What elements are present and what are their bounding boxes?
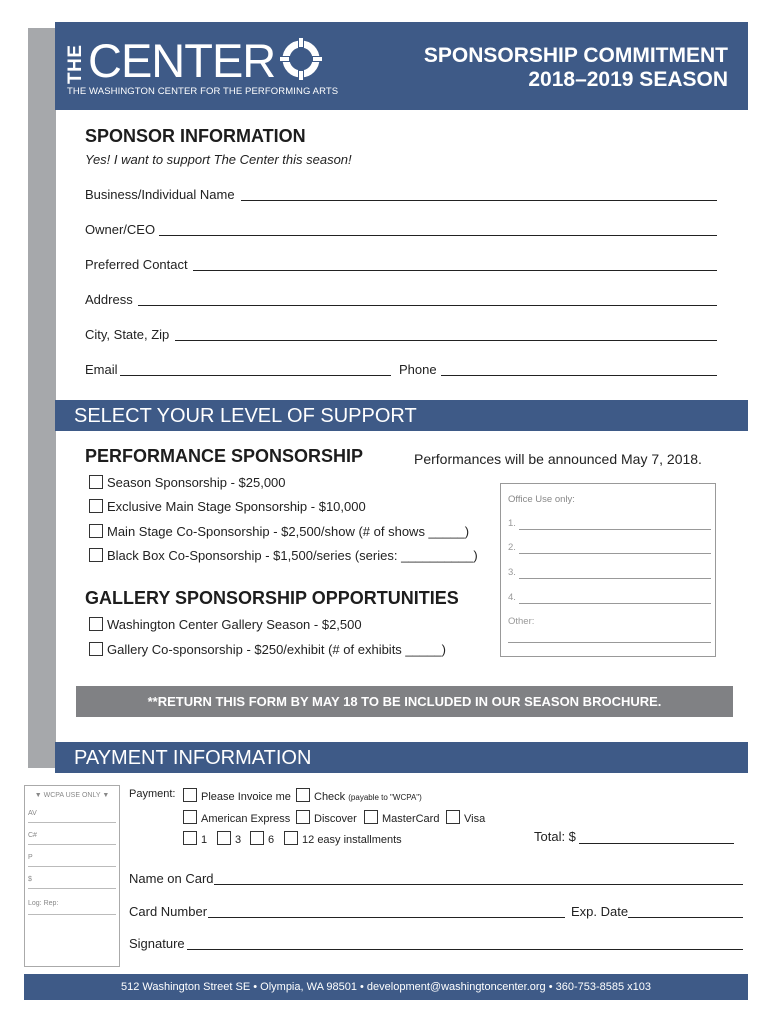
installment-1[interactable]: 1 [183, 831, 207, 846]
gallery-heading: GALLERY SPONSORSHIP OPPORTUNITIES [85, 588, 459, 608]
email-label: Email [85, 362, 118, 377]
contact-label: Preferred Contact [85, 257, 188, 272]
card-number-field[interactable] [208, 917, 565, 918]
checkbox[interactable] [446, 810, 460, 824]
logo-subtitle: THE WASHINGTON CENTER FOR THE PERFORMING ARTS [67, 86, 339, 97]
support-band-title: SELECT YOUR LEVEL OF SUPPORT [74, 405, 417, 427]
checkbox[interactable] [364, 810, 378, 824]
side-bar [28, 28, 56, 768]
checkbox[interactable] [296, 810, 310, 824]
office-use-title: Office Use only: [508, 494, 575, 505]
sponsor-intro: Yes! I want to support The Center this season! [85, 152, 352, 167]
payment-band [55, 742, 748, 773]
owner-field[interactable] [159, 235, 717, 236]
option-check[interactable]: Check (payable to "WCPA") [296, 788, 422, 803]
option-season[interactable]: Season Sponsorship - $25,000 [89, 475, 286, 490]
checkbox[interactable] [89, 617, 103, 631]
office-use-box [500, 483, 716, 657]
installment-3[interactable]: 3 [217, 831, 241, 846]
phone-field[interactable] [441, 375, 717, 376]
city-label: City, State, Zip [85, 327, 170, 342]
signature-field[interactable] [187, 949, 743, 950]
phone-label: Phone [399, 362, 437, 377]
exp-date-field[interactable] [628, 917, 743, 918]
option-gallery-co[interactable]: Gallery Co-sponsorship - $250/exhibit (# of exhibits _____) [89, 642, 446, 657]
wcpa-use-box [24, 785, 120, 967]
office-line-2[interactable]: 2. [508, 542, 711, 556]
office-line-3[interactable]: 3. [508, 567, 711, 581]
office-other-line[interactable] [508, 642, 711, 643]
total-label: Total: $ [534, 829, 576, 844]
installments-label: easy installments [317, 834, 402, 846]
exp-date-label: Exp. Date [571, 904, 629, 919]
email-field[interactable] [120, 375, 391, 376]
payment-label: Payment: [129, 788, 176, 800]
address-field[interactable] [138, 305, 717, 306]
wcpa-row-c: C# [28, 832, 116, 845]
checkbox[interactable] [89, 548, 103, 562]
checkbox[interactable] [250, 831, 264, 845]
page-title-line1: SPONSORSHIP COMMITMENT [423, 44, 728, 67]
checkbox[interactable] [89, 642, 103, 656]
checkbox[interactable] [89, 499, 103, 513]
wcpa-row-amount: $ [28, 876, 116, 889]
checkbox[interactable] [183, 831, 197, 845]
checkbox[interactable] [284, 831, 298, 845]
logo-center [88, 36, 275, 86]
installment-12[interactable]: 12 easy installments [284, 831, 402, 846]
checkbox[interactable] [183, 788, 197, 802]
option-visa[interactable]: Visa [446, 810, 485, 825]
contact-field[interactable] [193, 270, 717, 271]
option-mastercard[interactable]: MasterCard [364, 810, 439, 825]
wcpa-row-av: AV [28, 810, 116, 823]
performance-note: Performances will be announced May 7, 2018. [414, 451, 702, 467]
office-line-4[interactable]: 4. [508, 592, 711, 606]
wcpa-row-log: Log: Rep: [28, 900, 116, 915]
footer-contact: 512 Washington Street SE • Olympia, WA 98501 • development@washingtoncenter.org • 360-753-8585 x103 [24, 974, 748, 1000]
performance-heading: PERFORMANCE SPONSORSHIP [85, 446, 364, 466]
office-line-1[interactable]: 1. [508, 518, 711, 532]
checkbox[interactable] [217, 831, 231, 845]
wcpa-title: ▼ WCPA USE ONLY ▼ [34, 792, 110, 799]
city-field[interactable] [175, 340, 717, 341]
return-notice: **RETURN THIS FORM BY MAY 18 TO BE INCLUDED IN OUR SEASON BROCHURE. [76, 686, 733, 717]
business-field[interactable] [241, 200, 717, 201]
option-main-stage-co[interactable]: Main Stage Co-Sponsorship - $2,500/show (# of shows _____) [89, 524, 469, 539]
support-band [55, 400, 748, 431]
option-invoice[interactable]: Please Invoice me [183, 788, 291, 803]
checkbox[interactable] [89, 524, 103, 538]
signature-label: Signature [129, 936, 185, 951]
logo-wordmark: CENTER [88, 34, 276, 87]
option-discover[interactable]: Discover [296, 810, 357, 825]
total-field[interactable] [579, 843, 734, 844]
option-black-box[interactable]: Black Box Co-Sponsorship - $1,500/series (series: __________) [89, 548, 478, 563]
name-on-card-label: Name on Card [129, 871, 214, 886]
option-amex[interactable]: American Express [183, 810, 290, 825]
checkbox[interactable] [89, 475, 103, 489]
business-label: Business/Individual Name [85, 187, 235, 202]
payment-band-title: PAYMENT INFORMATION [74, 747, 312, 769]
checkbox[interactable] [296, 788, 310, 802]
option-exclusive-main-stage[interactable]: Exclusive Main Stage Sponsorship - $10,000 [89, 499, 366, 514]
name-on-card-field[interactable] [214, 884, 743, 885]
page-title [424, 44, 728, 92]
logo-the: THE [65, 44, 86, 84]
office-other[interactable]: Other: [508, 616, 535, 627]
owner-label: Owner/CEO [85, 222, 156, 237]
installment-6[interactable]: 6 [250, 831, 274, 846]
option-gallery-season[interactable]: Washington Center Gallery Season - $2,500 [89, 617, 362, 632]
header-banner [55, 22, 748, 110]
wcpa-row-p: P [28, 854, 116, 867]
check-note: (payable to "WCPA") [348, 793, 422, 802]
logo-target-icon [279, 37, 323, 81]
sponsor-heading: SPONSOR INFORMATION [85, 126, 306, 146]
page-title-line2: 2018–2019 SEASON [528, 68, 728, 91]
card-number-label: Card Number [129, 904, 208, 919]
checkbox[interactable] [183, 810, 197, 824]
address-label: Address [85, 292, 133, 307]
